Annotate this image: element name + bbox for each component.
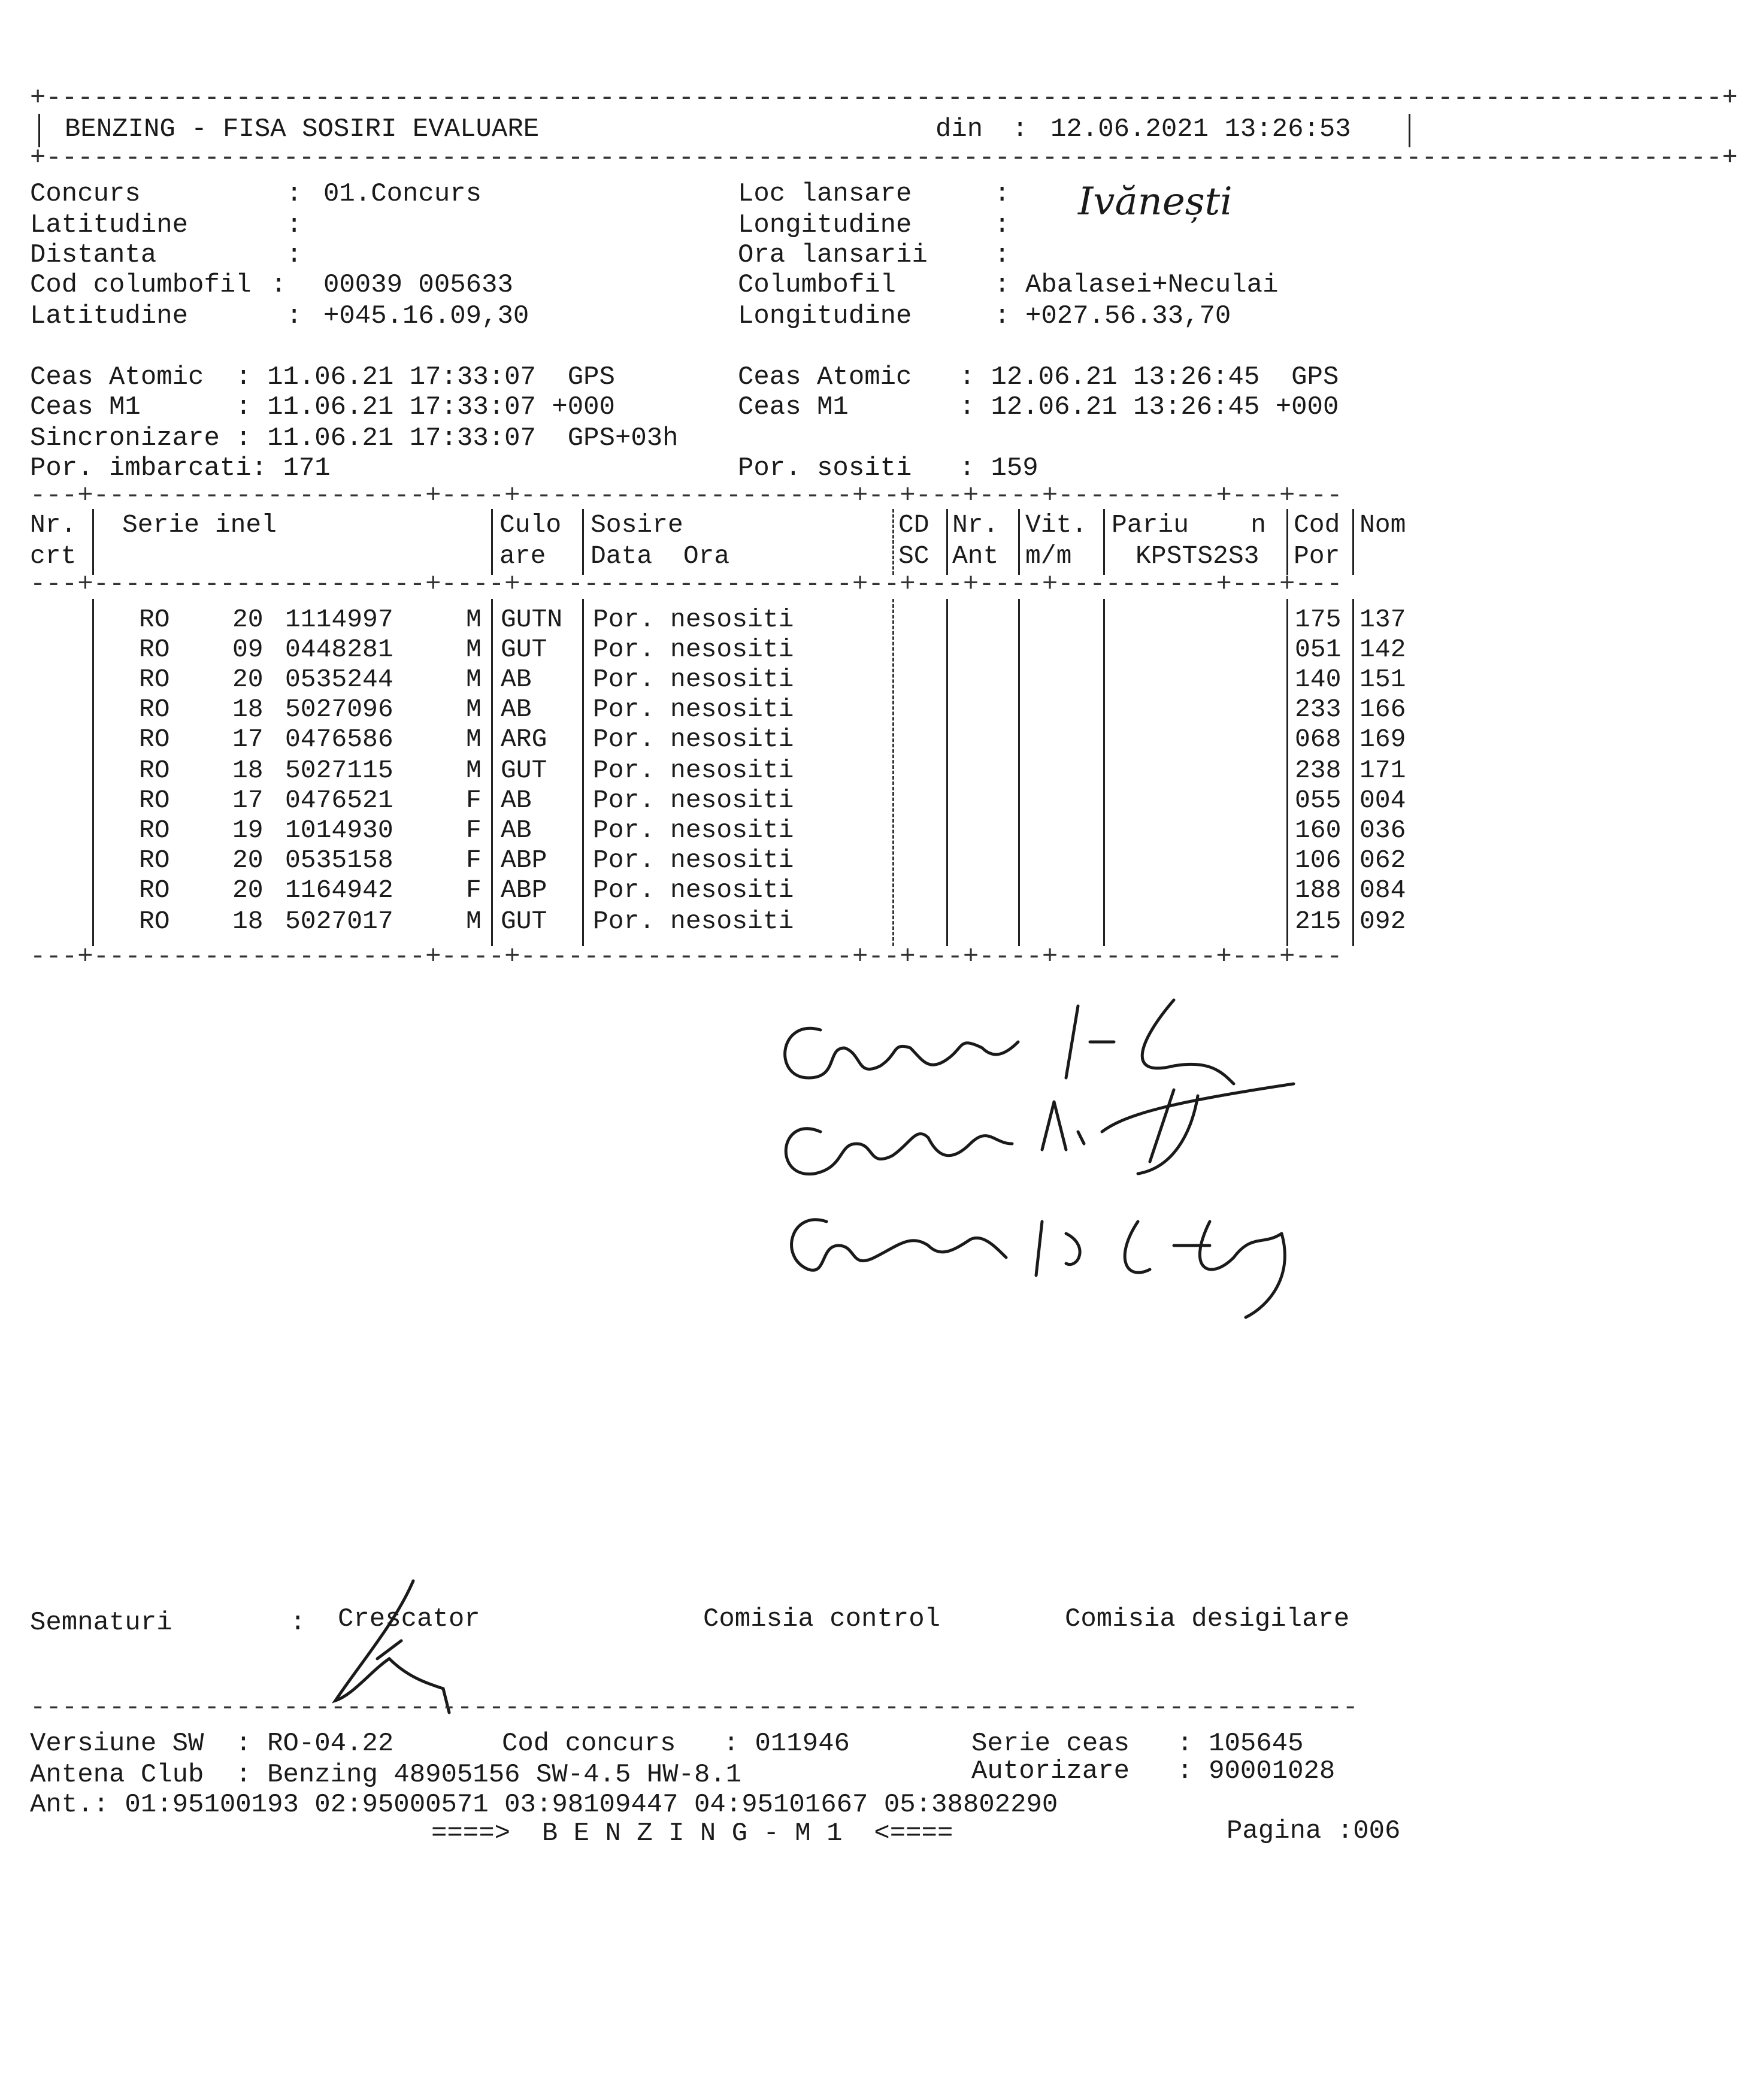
row-color: AB — [501, 786, 532, 815]
row-ring: 1114997 — [285, 605, 393, 634]
contest-code: Cod concurs : 011946 — [502, 1729, 850, 1759]
row-sex: M — [466, 605, 482, 634]
clock-serial: Serie ceas : 105645 — [971, 1729, 1304, 1759]
row-status: Por. nesositi — [593, 635, 794, 664]
date-label: din — [935, 114, 983, 144]
row-nom: 166 — [1359, 695, 1406, 724]
signature-control-label: Comisia control — [703, 1604, 941, 1634]
row-status: Por. nesositi — [593, 756, 794, 785]
col-sep — [1103, 509, 1105, 575]
header-sc: SC — [898, 541, 929, 571]
table-bottom-border: ---+---------------------+----+---------------------+--+---+----+----------+---+--- — [30, 942, 1343, 972]
table-top-border: ---+---------------------+----+---------------------+--+---+----+----------+---+--- — [30, 481, 1343, 511]
row-country: RO — [139, 816, 170, 845]
row-ring: 0476521 — [285, 786, 393, 815]
row-sex: F — [466, 846, 482, 875]
info-right-label: Columbofil — [738, 270, 897, 300]
row-color: ABP — [501, 875, 547, 905]
info-left-value: 01.Concurs — [323, 179, 482, 209]
document-title: BENZING - FISA SOSIRI EVALUARE — [65, 114, 540, 144]
info-right-label: Ora lansarii — [738, 240, 928, 270]
header-nr-ant: Nr. — [952, 510, 999, 540]
row-color: AB — [501, 816, 532, 845]
row-year: 17 — [232, 725, 264, 754]
info-left-colon: : — [286, 179, 302, 209]
col-sep — [1103, 599, 1105, 946]
col-sep — [582, 509, 584, 575]
sync-line: Sincronizare : 11.06.21 17:33:07 GPS+03h — [30, 423, 679, 453]
row-cod: 106 — [1295, 846, 1342, 875]
committee-signatures-image — [755, 994, 1389, 1329]
info-left-label: Concurs — [30, 179, 141, 209]
row-sex: F — [466, 875, 482, 905]
row-country: RO — [139, 875, 170, 905]
launch-location-handwritten: Ivănești — [1078, 180, 1233, 224]
col-sep — [1018, 509, 1020, 575]
row-year: 20 — [232, 875, 264, 905]
signature-unseal-label: Comisia desigilare — [1065, 1604, 1350, 1634]
row-color: AB — [501, 665, 532, 694]
row-country: RO — [139, 846, 170, 875]
row-year: 09 — [232, 635, 264, 664]
table-header-border: ---+---------------------+----+---------------------+--+---+----+----------+---+--- — [30, 569, 1343, 599]
signatures-label: Semnaturi — [30, 1608, 172, 1638]
row-color: GUT — [501, 756, 547, 785]
row-year: 20 — [232, 605, 264, 634]
row-status: Por. nesositi — [593, 907, 794, 936]
row-sex: M — [466, 907, 482, 936]
row-cod: 188 — [1295, 875, 1342, 905]
header-mm: m/m — [1025, 541, 1072, 571]
header-vit: Vit. — [1025, 510, 1088, 540]
header-are: are — [499, 541, 546, 571]
header-kpsts: KPSTS2S3 — [1136, 541, 1259, 571]
clock-atomic-end: Ceas Atomic : 12.06.21 13:26:45 GPS — [738, 362, 1339, 392]
row-country: RO — [139, 695, 170, 724]
row-nom: 137 — [1359, 605, 1406, 634]
header-nr: Nr. — [30, 510, 77, 540]
signatures-colon: : — [290, 1608, 306, 1638]
col-sep — [1352, 509, 1354, 575]
col-sep — [1286, 509, 1288, 575]
footer-separator: ------------------------------------------------------------------------------------ — [30, 1693, 1358, 1723]
col-sep — [1286, 599, 1288, 946]
row-status: Por. nesositi — [593, 816, 794, 845]
row-ring: 0448281 — [285, 635, 393, 664]
row-year: 18 — [232, 907, 264, 936]
info-left-colon: : — [286, 210, 302, 240]
row-status: Por. nesositi — [593, 786, 794, 815]
row-sex: M — [466, 635, 482, 664]
row-cod: 160 — [1295, 816, 1342, 845]
row-ring: 0476586 — [285, 725, 393, 754]
row-country: RO — [139, 756, 170, 785]
antenna-list: Ant.: 01:95100193 02:95000571 03:98109447 04:95101667 05:38802290 — [30, 1790, 1058, 1820]
info-right-colon: : — [994, 179, 1010, 209]
page-number: Pagina :006 — [1227, 1816, 1401, 1846]
row-nom: 084 — [1359, 875, 1406, 905]
info-left-value: +045.16.09,30 — [323, 301, 529, 331]
row-year: 18 — [232, 695, 264, 724]
brand-line: ====> B E N Z I N G - M 1 <==== — [431, 1819, 953, 1849]
col-sep — [491, 599, 493, 946]
pigeons-arrived: Por. sositi : 159 — [738, 453, 1038, 483]
row-cod: 233 — [1295, 695, 1342, 724]
info-right-colon: : — [994, 210, 1010, 240]
row-ring: 5027096 — [285, 695, 393, 724]
header-cod: Cod — [1294, 510, 1340, 540]
row-ring: 0535158 — [285, 846, 393, 875]
header-data-ora: Data Ora — [591, 541, 730, 571]
header-ant: Ant — [952, 541, 999, 571]
row-year: 18 — [232, 756, 264, 785]
clock-m1-start: Ceas M1 : 11.06.21 17:33:07 +000 — [30, 392, 615, 422]
row-cod: 051 — [1295, 635, 1342, 664]
row-cod: 055 — [1295, 786, 1342, 815]
row-cod: 068 — [1295, 725, 1342, 754]
row-year: 20 — [232, 665, 264, 694]
header-crt: crt — [30, 541, 77, 571]
col-sep — [491, 509, 493, 575]
header-cd: CD — [898, 510, 929, 540]
col-sep — [892, 599, 894, 946]
row-nom: 092 — [1359, 907, 1406, 936]
row-country: RO — [139, 635, 170, 664]
info-right-colon: : — [994, 301, 1010, 331]
info-left-colon: : — [271, 270, 287, 300]
row-cod: 215 — [1295, 907, 1342, 936]
row-sex: F — [466, 816, 482, 845]
antenna-club: Antena Club : Benzing 48905156 SW-4.5 HW-8.1 — [30, 1760, 742, 1790]
info-right-colon: : — [994, 270, 1010, 300]
row-color: GUTN — [501, 605, 563, 634]
row-sex: M — [466, 725, 482, 754]
row-nom: 142 — [1359, 635, 1406, 664]
col-sep — [1018, 599, 1020, 946]
col-sep — [892, 509, 894, 575]
row-sex: M — [466, 695, 482, 724]
info-right-colon: : — [994, 240, 1010, 270]
header-culo: Culo — [499, 510, 562, 540]
header-por: Por — [1294, 541, 1340, 571]
row-color: GUT — [501, 635, 547, 664]
row-ring: 0535244 — [285, 665, 393, 694]
row-sex: F — [466, 786, 482, 815]
info-right-label: Longitudine — [738, 301, 912, 331]
row-sex: M — [466, 756, 482, 785]
row-year: 20 — [232, 846, 264, 875]
row-nom: 169 — [1359, 725, 1406, 754]
header-top-border: +----------------------------------------------------------------------------------------------------------+ — [30, 83, 1738, 113]
row-nom: 062 — [1359, 846, 1406, 875]
header-bottom-border: +----------------------------------------------------------------------------------------------------------+ — [30, 143, 1738, 173]
row-color: AB — [501, 695, 532, 724]
row-country: RO — [139, 725, 170, 754]
row-color: ABP — [501, 846, 547, 875]
signature-breeder-label: Crescator — [338, 1604, 480, 1634]
pigeons-boarded: Por. imbarcati: 171 — [30, 453, 331, 483]
row-ring: 5027017 — [285, 907, 393, 936]
info-right-label: Loc lansare — [738, 179, 912, 209]
header-serie-inel: Serie inel — [122, 510, 277, 540]
row-country: RO — [139, 907, 170, 936]
row-color: ARG — [501, 725, 547, 754]
info-left-label: Latitudine — [30, 301, 189, 331]
info-right-value: +027.56.33,70 — [1025, 301, 1231, 331]
clock-m1-end: Ceas M1 : 12.06.21 13:26:45 +000 — [738, 392, 1339, 422]
row-cod: 175 — [1295, 605, 1342, 634]
row-status: Por. nesositi — [593, 605, 794, 634]
row-cod: 238 — [1295, 756, 1342, 785]
row-country: RO — [139, 786, 170, 815]
info-left-label: Cod columbofil — [30, 270, 252, 300]
row-nom: 004 — [1359, 786, 1406, 815]
date-value: 12.06.2021 13:26:53 — [1050, 114, 1351, 144]
clock-atomic-start: Ceas Atomic : 11.06.21 17:33:07 GPS — [30, 362, 615, 392]
info-left-label: Latitudine — [30, 210, 189, 240]
row-status: Por. nesositi — [593, 846, 794, 875]
row-year: 17 — [232, 786, 264, 815]
info-right-value: Abalasei+Neculai — [1025, 270, 1279, 300]
software-version: Versiune SW : RO-04.22 — [30, 1729, 394, 1759]
header-pariu: Pariu n — [1112, 510, 1267, 540]
row-nom: 151 — [1359, 665, 1406, 694]
row-status: Por. nesositi — [593, 725, 794, 754]
header-sosire: Sosire — [591, 510, 683, 540]
col-sep — [92, 509, 94, 575]
row-nom: 171 — [1359, 756, 1406, 785]
col-sep — [582, 599, 584, 946]
info-left-colon: : — [286, 240, 302, 270]
col-sep — [946, 599, 948, 946]
row-nom: 036 — [1359, 816, 1406, 845]
col-sep — [1352, 599, 1354, 946]
col-sep — [946, 509, 948, 575]
row-country: RO — [139, 665, 170, 694]
row-status: Por. nesositi — [593, 695, 794, 724]
row-status: Por. nesositi — [593, 875, 794, 905]
info-left-value: 00039 005633 — [323, 270, 513, 300]
row-ring: 1164942 — [285, 875, 393, 905]
row-ring: 5027115 — [285, 756, 393, 785]
row-color: GUT — [501, 907, 547, 936]
row-ring: 1014930 — [285, 816, 393, 845]
authorization: Autorizare : 90001028 — [971, 1756, 1336, 1786]
row-cod: 140 — [1295, 665, 1342, 694]
row-year: 19 — [232, 816, 264, 845]
row-sex: M — [466, 665, 482, 694]
row-country: RO — [139, 605, 170, 634]
row-status: Por. nesositi — [593, 665, 794, 694]
col-sep — [92, 599, 94, 946]
header-nom: Nom — [1359, 510, 1406, 540]
info-left-colon: : — [286, 301, 302, 331]
info-right-label: Longitudine — [738, 210, 912, 240]
info-left-label: Distanta — [30, 240, 157, 270]
date-colon: : — [1012, 114, 1028, 144]
